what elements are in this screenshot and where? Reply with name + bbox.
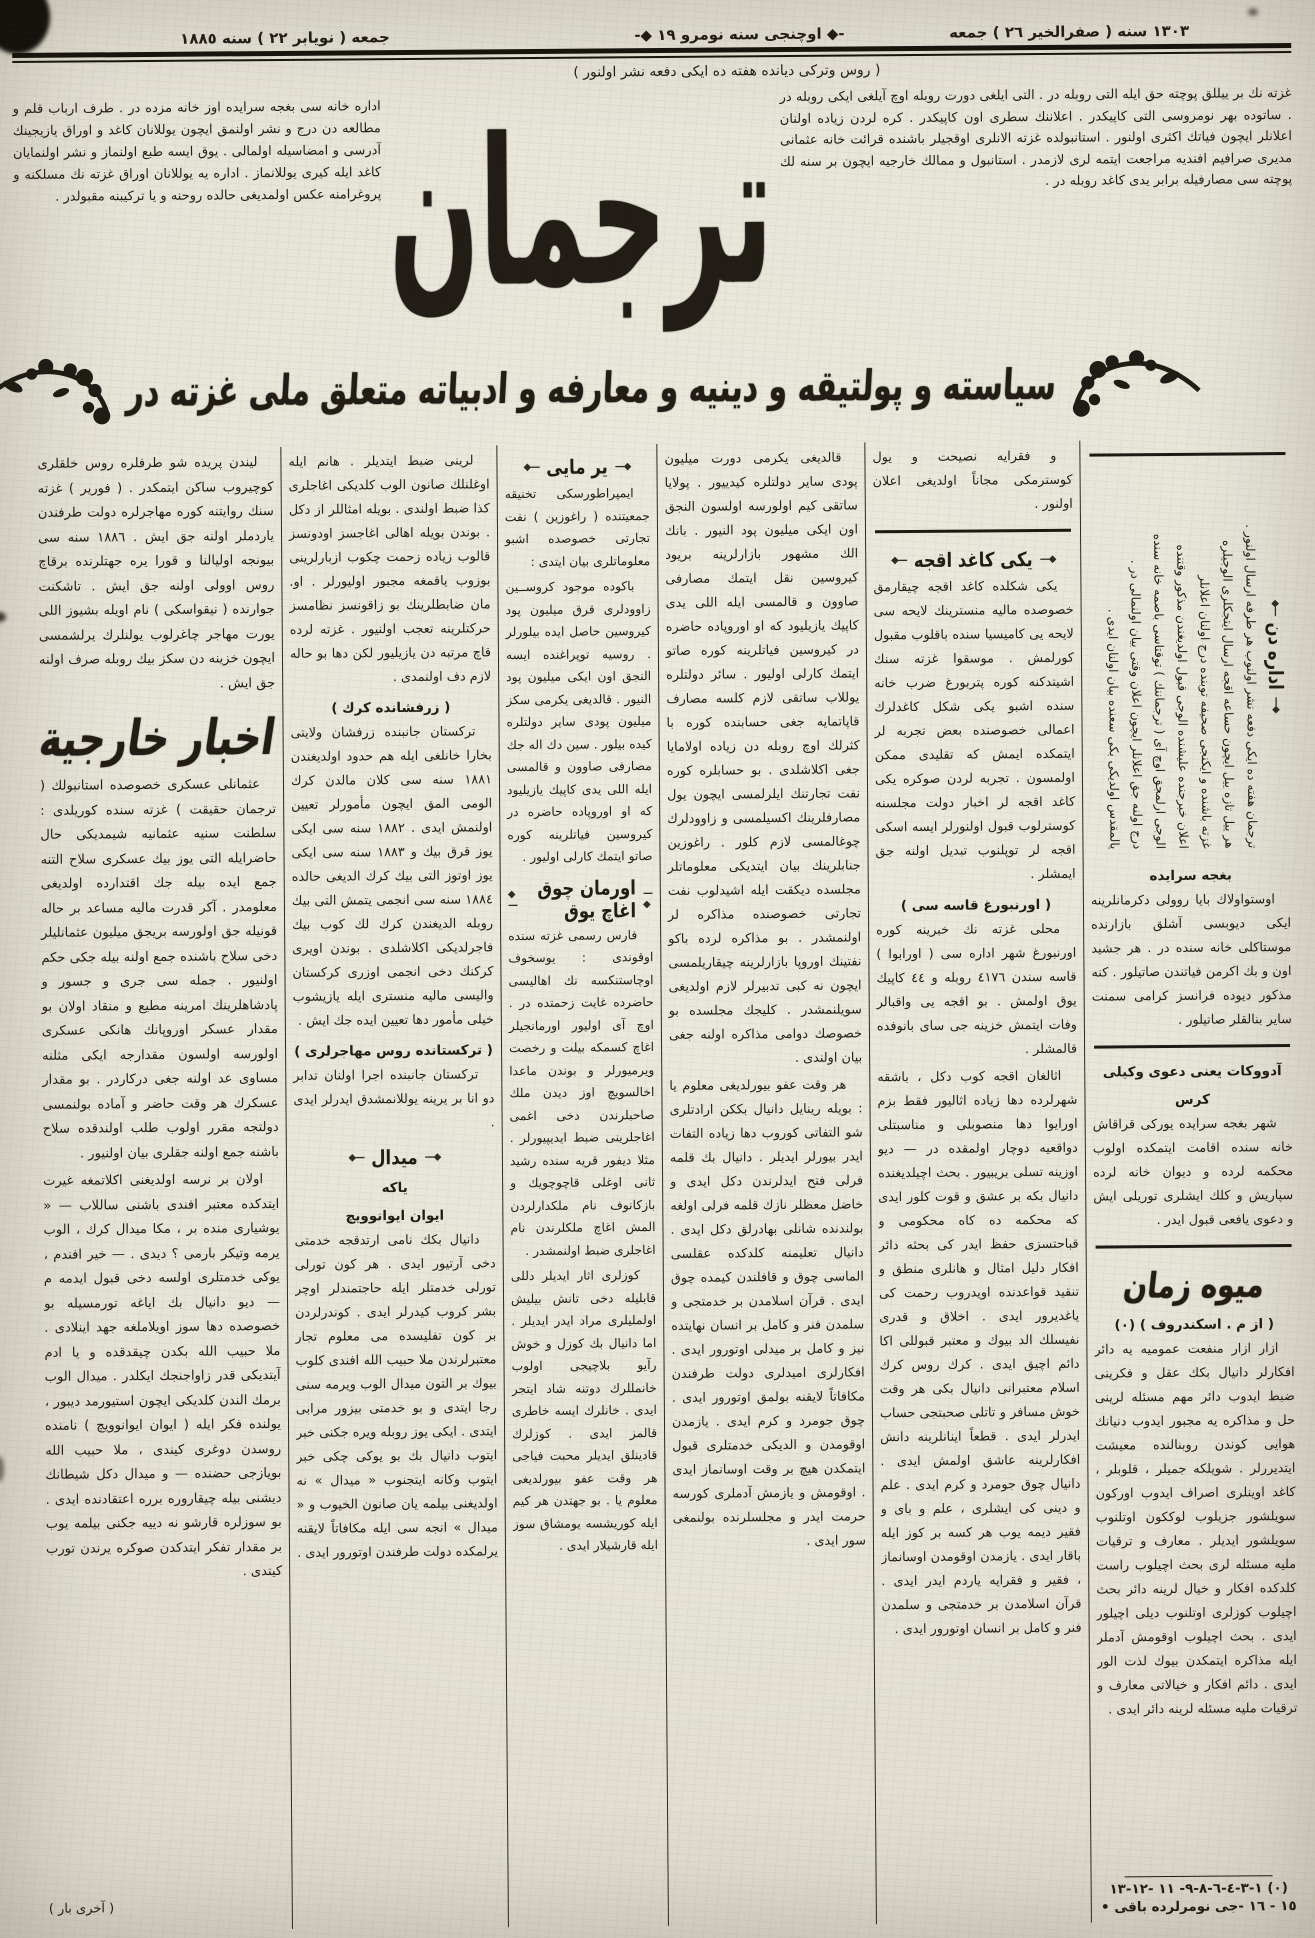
horizontal-rule <box>875 529 1071 534</box>
news-right-paragraph: محلى غزته نك خبرينه كوره اورنبورغ شهر اداره سى ( اورابوا ) قاسه سندن ٤١٧٦ روبله و ٤٤ كاپيك يوق اولمش . بو اقجه يى واقبالر وفات ايتمش خزينه جى ساى بانوفده قالمشلر . <box>876 921 1078 1058</box>
floral-ornament-icon <box>0 349 113 436</box>
page-header <box>12 21 1291 85</box>
flourish-icon: —◆ <box>1270 696 1282 713</box>
news-right-heading <box>873 550 1073 571</box>
admin-line: هر ييل تازه ييل ايچون حساعه اقجه ارسال ايتجكلرى الوجيلره <box>1220 539 1237 849</box>
column-news-right <box>864 441 1091 1925</box>
body-columns <box>15 439 1306 1931</box>
column-admin <box>1079 439 1306 1923</box>
flourish-icon: —◆ <box>1039 553 1056 565</box>
newspaper-title <box>381 85 782 340</box>
horizontal-rule <box>1096 1244 1292 1249</box>
foreign-news-heading: اخبار خارجية <box>35 708 280 768</box>
publication-frequency: ( روس وتركى ديانده هفته ده ايكى دفعه نشر اولنور ) <box>573 62 881 81</box>
admin-heading-text: اداره دن <box>1263 622 1288 690</box>
horizontal-rule <box>1094 1044 1290 1049</box>
column-petroleum <box>496 444 668 1927</box>
admin-line: الوجى ارلمجق اوچ آى ( ترجماننك ) توقتاسى باصمه خانه سنده <box>1151 533 1168 850</box>
scan-artifact <box>0 612 6 622</box>
admin-subheading: آدووكات يعنى دعوى وكيلى <box>1102 1063 1282 1081</box>
issue-number: -◆ اوچنجى سنه نومرو ١٩ ◆- <box>634 24 845 45</box>
news-right-heading-text: يكى كاغد اقجه <box>913 548 1033 572</box>
scan-artifact <box>0 1456 4 1482</box>
foreign-news-paragraph: ليندن پريده شو طرفلره روس خلقلرى كوچيروب ساكن ايتمكدر . ( فورير ) غزته سنك روايتنه كوره مهاجرلره دولت طرفندن ياردملر اولنه جق ايش . ١٨٨٦ سنه سى بيونجه اوليالنا و قورا يره جهتلرنده برقاچ روس اوولى اولنه جق ايش . تاشكنت جوارنده ( نيقواسكى ) نام اويله بشيوز اللى يورت مهاجر چاغرلوب يولنلرك يرلشمسى ايچون خزينه دن سكز بيك روبله صرف اولنه جق ايش . <box>37 455 276 691</box>
flourish-icon: —◆ <box>614 461 631 473</box>
issue-numbers: ١٥ - ١٦ -جى نومرلرده باقى • <box>1100 1898 1297 1916</box>
turkestan-subheading: ياكه <box>381 1179 408 1197</box>
flourish-icon: ◆— <box>1269 599 1281 616</box>
admin-subheading: بغجه سرايده <box>1149 867 1233 885</box>
admin-paragraph: شهر بغجه سرايده يوركى قراقاش خانه سنده اقامت ايتمكده اولوب محكمه لرده و ديوان خانه لرده سپاريش و كلك ايشلرى توريلى ايش و دعوى يافعى قبول ايدر . <box>1092 1116 1294 1229</box>
feuilleton-c-paragraph: هر وقت عفو بيورلديغى معلوم يا : بويله رينايل دانيال بككن ارادتلرى شو التفاتى كوروب دها زياده التفات ايدر بيورلر ايديلر . دانيال بك قلمه فرلى فتح ايدلرندن دكل ايدى و خاضل معظلر نازك قلمه فرلى اولغه بولندنده شانلى بهادرلق دكل ايدى . دانيال تعليمنه كلدكده عقلسى الماسى چوق و قافلندن كيمده چوق ايدى . قرآن اسلامدن بر خدمتجى و سلمدن فنر و كامل بر انسان نهايتده نيز و كامل بر ميدلى اوتورور ايدى . افكارلرى اميدلرى دولت طرفندن مكافاتاً لايقنه بولمق اوتورور ايدى . چوق جومرد و كرم ايدى . يازمدن اوقومدن و الديكى خدمتلرى قبول ايتمكدن هيچ بر وقت اوسانماز ايدى . اوقومش و يازمش آدملرى كورسه حرمت ايدر و مجلسلرنده بولنمغى سور ايدى . <box>669 1077 866 1549</box>
admin-line: يالمقدس اولديكى بكى سعنده بيان اولنان ايدى . <box>1105 608 1122 850</box>
admin-line: غزته باشنده و ايكنجى صحيفه توبنده درج اولنان اعلانلر <box>1197 575 1214 849</box>
admin-line: اعلان خبرجنده عليشنده الوجى قبول اولديغندن مذكور وقتنده <box>1174 544 1191 849</box>
column-feuilleton-c <box>656 442 876 1926</box>
motto-band <box>15 335 1295 441</box>
flourish-icon: ◆— <box>507 888 517 911</box>
turkestan-heading <box>294 1147 495 1168</box>
motto-text: سياسته و پولتيقه و دينيه و معارفه و ادبياته متعلق ملى غزته در <box>125 360 1058 417</box>
turkestan-paragraph: دانيال بكك نامى ارتدقجه خدمتى دخى آرتيور ايدى . هر كون تورلى تورلى خدمتلر ايله حاجتمندلر اوچر بشر كروب كيدرلر ايدى . كوندرلردن بر كون تفليسده مى معلوم تجار معتبرلرندن ملا حبيب الله افندى كلوب بيوك بر التون ميدال الوب ويرمه سنى رجا ايتدى و بو خدمتى بيزور مرابى ايتدى . ايكى يوز روبله ويره جكنى خبر ايتوب دانيال بك بو يوكى چكى خبر ايتوب وكانه ايتجنوب « ميدال » نه اولديغنى بيلمه يان صانون الخيوب و « ميدال » انجه سى ايله مكافاتاً لايقنه يرلمكده دولت طرفندن اوتورور ايدى . <box>294 1232 499 1561</box>
foreign-news-paragraph: عثمانلى عسكرى خصوصده استانبولك ( ترجمان حقيقت ) غزته سنده كوريلدى : سلطنت سنيه عثمانيه شيمديكى حال حاضرايله التى يوز بيك عسكرى سلاح التنه جمع ايده بيله جك اقتدارده اولديغى معلومدر . آكر قدرت ماليه مساعد بر حاله قونيله جق اولورسه بريجق ميليون عثمانليلر دخى سلاح باشنده جمع اولنه بيله جكى حكم اولنيور . جمله سى جرى و جسور و پادشاهلرينك امرينه مطيع و منقاد اولان بو مقدار عسكر اوروپانك هانكى عسكرى اولورسه اولسون مقدارجه ايكى مثلنه مساوى عد اولنه جغى دركاردر . بو مقدار عسكرك هر وقت حاضر و آماده بولنمسى دولتجه مقرر اولوب طلب اولندقده سلاح باشنه جمع اولنه جقلرى بيان اولنيور . <box>39 777 279 1162</box>
scan-artifact <box>1248 8 1258 16</box>
news-right-paragraph: يكى شكلده كاغد اقجه چيقارمق خصوصده ماليه منسترينك لايحه سى لايحه يى كاميسيا سنده باقلوب مقبول كورلمش . موسقوا غزته سنك اشيتدكنه كوره پتربورغ ضرب خانه سنده اشبو يكى شكل كاغدلرك اعمالى خصوصنده بعض تجربه لر ايتمكده ايمش كه تقليدى ممكن اولمسون . تجربه لردن صوكره يكى كاغد اقجه لر اخبار دولت مجلسنه كوسترلوب قبول اولنورلر ايسه اسكى اقجه لر توپلنوب تبديل اولنه جق ايمشلر . <box>873 578 1076 883</box>
subscription-notice: غزته نك بر ييللق پوچته حق ايله التى روبله در . التى ايلغى دورت روبله اوچ آيلغى ايكى روبله در . ساتوده بهر نومروسى التى كاپيكدر . اعلاننك سطرى اون كاپيكدر . كره لردن زياده اولنان اعلانلر ايچون فياتك اكثرى اولنور . استانبولده غزته الانلرى اوقجيلر باشنده قرائت خانه عثمانى مديرى صرافيم افنديه مراجعت ايتمه لرى لازمدر . استانبول و ممالك خارجيه ايچون بر سنه لك پوچته سى مصارفيله برابر يدى كاغد روبله در . <box>779 85 1293 189</box>
petroleum-heading-text: اورمان چوق اغاچ يوق <box>537 875 637 923</box>
thin-rule <box>1125 1875 1273 1877</box>
hijri-date: ١٣٠٣ سنه ( صفرالخير ٢٦ ) جمعه <box>948 21 1190 42</box>
admin-line: ترجمان هفته ده ايكى دفعه نشر اولنوب هر طرفه ارسال اولنور . <box>1242 524 1260 849</box>
admin-paragraph: ازار ازار منفعت عموميه يه دائر افكارلر دانيال بكك عقل و فكرينى ضبط ايدوب دائر مهم مسئله لرينى حل و مذاكره يه مجبور ايدوب دنيانك هوايى كوندن روبنالنده معيشت ايتديررلر . شويلكه جميلر ، قلوبلر ، كاغد اوينلرى اصراف ايدوب اوركون سويلشور جزيلوب لوككون اوتلنوب سويلشور ايديلر . معارف و ترقيات مليه مسئله لرى بحث اچيلوب راست كلدكده افكار و خيال لرينه دائر بحث اچيلوب كوزلرى اوتلنوب ديلى اچيلور ايدى . بحث اچيلوب اوقومش آدملر ايله مذاكره ايتمكدن بيوك لذت الور ايدى . دائم افكار و خيالاتى معارف و ترقيات مليه مسئله لرينه دائر ايدى . <box>1094 1341 1298 1718</box>
news-right-paragraph: اثالغان اقجه كوب دكل ، باشقه شهرلرده دها زياده اثاليور فقط بزم اورايوا دها منصوبلى و مناسبتلى دواقعيه دوچار اولمقده در — ديو اوزينه تسلى بريبيور . بحث اچيلديغنده دانيال بكه بر عشق و قوت كلور ايدى كه محكمه ده كاه محكومى و قباحتسزى حفظ ايدر كى بحثه دائر افكار دليل امثال و هانلرى منطق و تنقيد قواعدنده اويدروب رحمت كى ياغديرور ايدى . اخلاق و قدرى نفيسلك الد بيوك و معتبر قبوللى اكا دائم اچيق ايدى . كرك روس كرك اسلام معتبرانى دانيال بكى هر وقت خوش مسافر و تاتلى صحبتجى حساب ايدرلر ايدى . قطعاً اينانلرينه دانش افكارلرينه عاشق اولمش ايدى . دانيال چوق جومرد و كرم ايدى . علم و دينى كى ايشلرى ، علم و باى و فقير ديمه يوب هر كسه بر كوز ايله باقار ايدى . يازمدن اوقومدن اوسانماز ، فقير و فقرايه ياردم ايدر ايدى . قرآن اسلامدن بر خدمتجى و سلمدن فنر و كامل بر انسان اوتورور ايدى . <box>877 1068 1082 1638</box>
newspaper-title-text: ترجمان <box>388 92 774 334</box>
petroleum-paragraph: كوزلرى اثار ايديلر دللى قابليله دخى تانش بيليش اولمليلرى مراد ايدر ايديلر . اما دانيال بك كوزل و خوش رآيو بلاچيجى اولوب خانمللرك دوتنه شاد ايتجر ايدى . خانلرك ايسه خاطرى قالمز ايدى . كوزلرك قادينلق ايديلر محبت فياجى هر وقت عفو بيورلديغى معلوم يا . بو جهتدن هر كيم ايله كوريشسه يومشاق سوز ايله قارشيلار ايدى . <box>510 1268 659 1553</box>
turkestan-paragraph: تركستان جانبنده اجرا اولنان تدابر دو انا بر يرينه يوللانمشدق ايدرلر ايدى . <box>293 1067 495 1131</box>
petroleum-paragraph: باكوده موجود كروســين زاوودلرى قرق ميليون پود كيروسين حاصل ايده بيلورلر . روسيه توپراغنده ايسه النجق اون ايكى ميليون پود النيور . قالديغى يكرمى سكز ميليون پودى ساير دولتلره كيده بيلور . سين دك اله جك مصارفى صاوون و قالمسى ايله اللى يدى كاپيك يازيليود كه او اوروپاده حاضره در كيروسين فياتلرينه كوره صاتو ايتمك كارلى اوليور . <box>505 579 653 865</box>
turkestan-subheading: ايوان ايوانوويچ <box>345 1207 445 1225</box>
foreign-news-paragraph: اولان بر نرسه اولديغنى اكلاتمغه غيرت ايتدكده معتبر افندى باشنى ساللاب — « يوشيارى منده بر ، مكا ميدال كرك ، الوب يرمه وتيكر بارمى ؟ ديدى . — خير افندم ، يوكى خدمتلرى اولسه دخى قبول ايدمه م — ديو دانيال بك اياغه تورمسيله بو خصوصده دها سوز اويلاملغه جهد اينلادى . ملا حبيب الله بكدن چيقدقده و يا ادم آيتديكى قدر زاواجنجك ايكلدر . ميدال الوب برمك الندن كلديكى ايچون استيورمد ديبور ، يولنده فكر ايله ( ايوان ايوانوويچ ) نامنده روسدن دوغرى كيندى ، ملا حبيب الله بويازجى حضنده — و ميدال دكل شيطانك ديشنى بيله چيقاروره برره اعتقادنده ايدى . بو سوزلره قارشو نه دييه جكنى بيلمه يوب بر مقدار تفكر ايتدكدن صوكره يرندن تورب كيتدى . <box>43 1172 283 1580</box>
column-turkestan <box>280 445 508 1929</box>
petroleum-heading <box>504 457 649 477</box>
flourish-icon: ◆— <box>523 461 540 474</box>
turkestan-subheading: ( تركستانده روس مهاجرلرى ) <box>294 1042 493 1060</box>
column-foreign-news <box>30 447 292 1931</box>
petroleum-paragraph: فارس رسمى غزته سنده اوقوندى : يوسخوف اوچاستنكسه نك اهاليسى حاضرده غايت زحمتده در . اوچ آى اوليور اورمانجيلر اغاچ كسمكه بيلت و رخصت ويرميورلر و بوندن ماعدا اخالسويچ اوز ديدن ملك صاحبلرندن دخى اغمى اغاجلرينى ضبط ايديپيورلر . مثلا ديفور قريه سنده رشيد ثانى اوغلى قاچوچويك و بازكانوف نام ملكدارلردن المش اغاچ ملكلرندن نام اغاجلرى ضبط اولنمشدر . <box>508 927 656 1258</box>
flourish-icon: —◆ <box>642 887 652 910</box>
flourish-icon: ◆— <box>891 555 907 567</box>
turkestan-heading-text: ميدال <box>371 1145 418 1170</box>
news-right-paragraph: و فقرايه نصيحت و يول كوسترمكى مجاناً اولديغى اعلان اولنور . <box>872 448 1073 513</box>
petroleum-paragraph: ايمپراطورسكى تخنيقه جمعيتنده ( راغوزين ) نفت تجارتى خصوصده اشبو معلوماتلرى بيان ايتدى : <box>504 486 651 569</box>
turkestan-paragraph: تركستان جانبنده زرفشان ولايتى بخارا خانلغى ايله هم حدود اولديغندن ١٨٨١ سنه سى كلان مالدن كرك الومى المق ايچون مأمورلر تعيين اولنمش ايدى . ١٨٨٢ سنه سى ايكى يوز قرق بيك و ١٨٨٣ سنه سى ايكى يوز اوتوز التى بيك كرك الديغى حالده ١٨٨٤ سنه سى انجمى يتمش التى بيك روبله الديغندن كرك لك كوب بيك فاجرلديكى اكلاشلدى . بوندن اويرى كركنك دخى انجمى اوزرى كركستان واليسى ماليه منسترى ايله يازيشوب خيلى مأمور دها تعيين ايده جك ايش . <box>290 724 494 1029</box>
gregorian-date: جمعه ( نويابر ٢٢ ) سنه ١٨٨٥ <box>180 28 390 48</box>
admin-subheading: ( از م . اسكندروف ) (٠) <box>1114 1316 1275 1334</box>
flourish-icon: —◆ <box>424 1151 441 1163</box>
petroleum-heading-text: ير مايى <box>546 455 608 479</box>
turkestan-subheading: ( زرفشانده كرك ) <box>331 699 451 717</box>
editorial-notice: اداره خانه سى بغجه سرايده اوز خانه مزده در . طرف ارباب قلم و مطالعه دن درج و نشر اولنمق ايچون يوللانان كاغد و اوراق يازيجينك آدرسى و امضاسيله اولمالى . يوق ايسه طبع اولنماز و نشر اولنمايان كاغد ايله كيرى يوللانماز . اداره يه يوللانان اوراق غزته نك مسلكنه و پروغرامنه عكس اولمديغى حالده روحنه و يا تركيبنه مقبولدر . <box>12 99 382 205</box>
issue-numbers: (٠) ١-٣-٤-٦-٨-٩- ١١ -١٢-١٣ <box>1109 1880 1289 1898</box>
news-right-subheading: ( اورنبورغ قاسه سى ) <box>900 896 1052 915</box>
turkestan-paragraph: لرينى ضبط ايتديلر . هانم ايله اوغلنلك صانون الوب كلديكى اغاجلرى كذا ضبط اولندى . بويله امثاللر از دكل . بوندن بويله اهالى اغاجسز اودونسز قالوب زياده زحمت چكوب ازبارلرينى بوزوب ياقمغه مجبور اوليورلر . او. مان ضابطلرينك بو زاقونسز نظامسز حركتلرينه تعجب اولنيور . غزته لرده قاچ مرتبه دن يازيليور لكن دها بو حاله لازم دف اولنمدى . <box>288 453 492 686</box>
flourish-icon: ◆— <box>348 1152 365 1164</box>
foreign-news-continuation-note: ( آخرى بار ) <box>48 1900 115 1917</box>
rotated-admin-block <box>1087 464 1290 858</box>
floral-ornament-icon <box>1070 341 1203 428</box>
meyve-zaman-heading: ميوه زمان <box>1121 1264 1267 1307</box>
admin-heading <box>1264 464 1286 848</box>
admin-line: درج اولنه جق اعلانلر ايچون اعلان وقتى بيان اولنمالى در . <box>1128 559 1145 850</box>
masthead <box>13 81 1294 343</box>
horizontal-rule <box>1089 452 1285 457</box>
petroleum-heading <box>507 875 653 923</box>
rotated-admin-inner <box>1087 464 1288 850</box>
feuilleton-c-paragraph: قالديغى يكرمى دورت ميليون پودى ساير دولتلره كيدييور . پولايا ساتقى كيم اولورسه اولسون النجق اون ايكى ميليون پود النيور . بانك الك مشهور بازارلرينه بريود كيروسين نقل ايتمك مصارفى صاوون و قالمسى ايله اللى يدى كاپيك يازيليود كه او اوروپاده حاضره در كيروسين فياتلرينه كوره صاتو ايتمك كارلى اوليور . سائر دولتلره يوللاب ساتقى لازم كلسه مصارف قاپاتمايه جغى حسابنده كوره با كثرلك اوچ روبله دن زياده اولامايا جغى اكلاشلدى . بو حسابلره كوره نفت تجارتنك ايلرلمسى ايچون يول مصارفلرينك اكسيلمسى و زاوودلرك چوغالمسى لازم كلور . راغوزين جنابلرينك بيان ايتديكى معلوماتلر مجلسده ديكقت ايله اشيدلوب نفت تجارتى خصوصنده مذاكره لر اولنمشدر . بو مذاكره لرده باكو نفتينك اوروپا بازارلرينه چيقاريلمسى ايچون نه كبى تدبيرلر لازم اولديغى سويلنمشدر . كليجك مجلسده بو خصوصك دوامى مذاكره اولنه جغى بيان اولندى . <box>664 450 863 1066</box>
admin-paragraph: اوستواولاك بايا روولى دكرمانلرينه ايكى ديوبسى آشلق بازارنده موستاكلى خانه سنده در . هر جشيد اون و بك اكرمن فياتندن صاتيلور . كنه مذكور ديوده فرانسز كرامى سمنت ساير بنالقلر صاتيلور . <box>1090 892 1292 1028</box>
admin-subheading: كرس <box>1174 1091 1210 1108</box>
